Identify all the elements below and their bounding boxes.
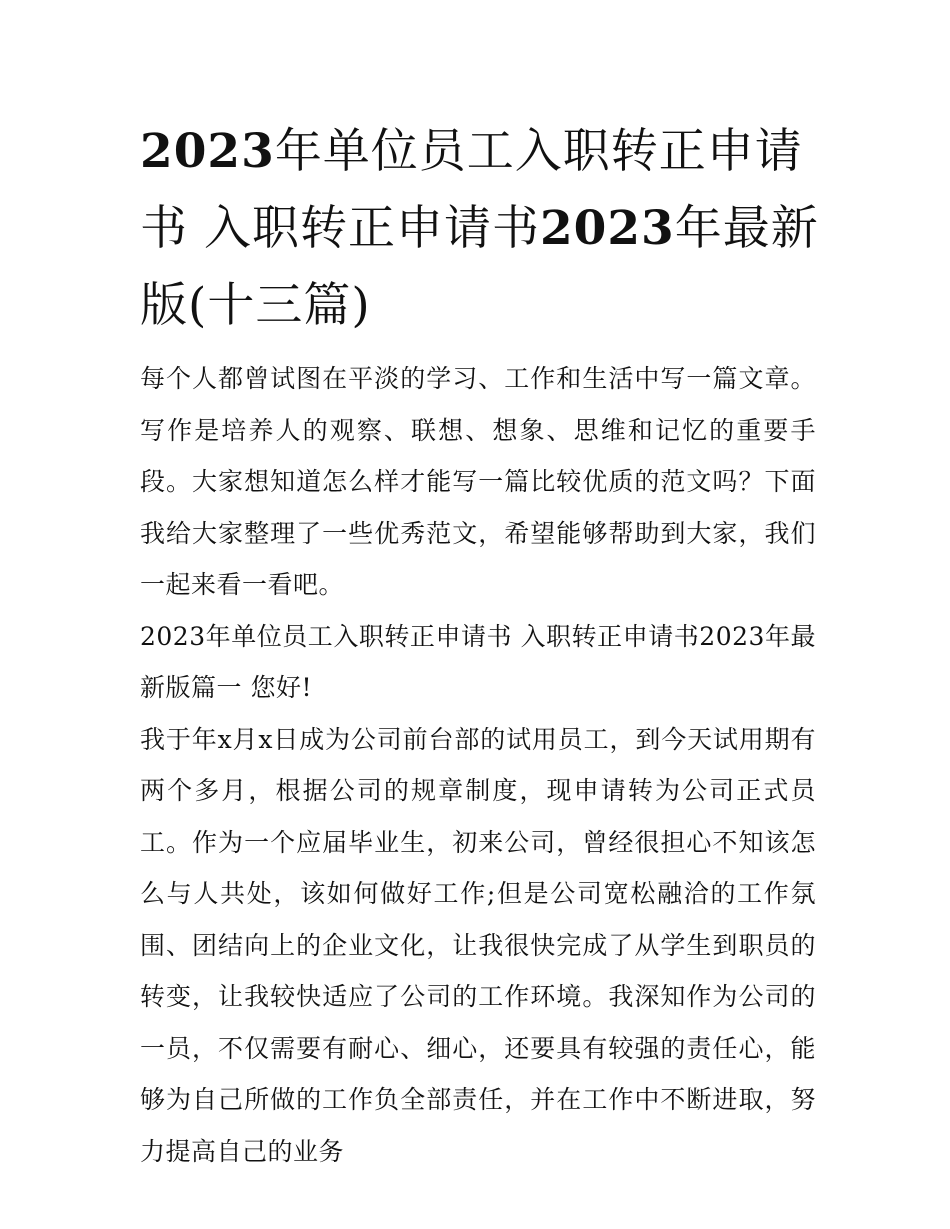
body-paragraph: 我于年x月x日成为公司前台部的试用员工，到今天试用期有两个多月，根据公司的规章制度，现申请转为公司正式员工。作为一个应届毕业生，初来公司，曾经很担心不知该怎么与人共处，该如何做好工作;但是公司宽松融洽的工作氛围、团结向上的企业文化，让我很快完成了从学生到职员的转变，让我较快适应了公司的工作环境。我深知作为公司的一员，不仅需要有耐心、细心，还要具有较强的责任心，能够为自己所做的工作负全部责任，并在工作中不断进取，努力提高自己的业务 <box>140 724 816 1166</box>
document-title <box>140 113 820 344</box>
intro-paragraph: 每个人都曾试图在平淡的学习、工作和生活中写一篇文章。写作是培养人的观察、联想、想象、思维和记忆的重要手段。大家想知道怎么样才能写一篇比较优质的范文吗？下面我给大家整理了一些优秀范文，希望能够帮助到大家，我们一起来看一看吧。 <box>140 364 816 599</box>
title-text: 年单位员工入职转正申请书 入职转正申请书 <box>140 124 803 256</box>
title-text: 年最新版(十三篇) <box>140 201 819 333</box>
title-year: 2023 <box>140 124 275 179</box>
document-body <box>140 353 816 1177</box>
title-year: 2023 <box>539 201 675 256</box>
section-heading-paragraph: 2023年单位员工入职转正申请书 入职转正申请书2023年最新版篇一 您好! <box>140 621 816 702</box>
